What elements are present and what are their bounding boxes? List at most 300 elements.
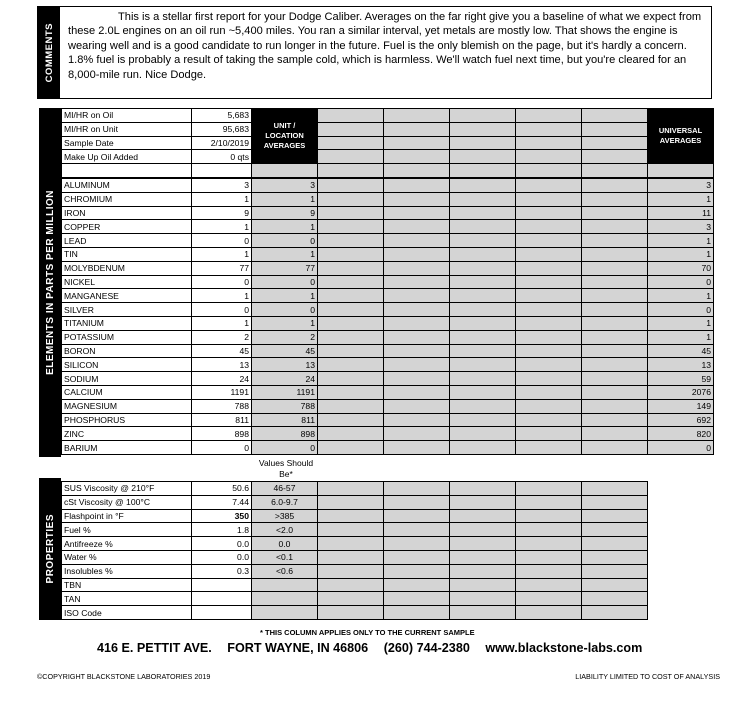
history-cell <box>582 275 648 289</box>
element-row <box>62 358 714 372</box>
element-value: 9 <box>192 206 252 220</box>
history-cell <box>516 192 582 206</box>
history-cell <box>450 592 516 606</box>
property-value: 50.6 <box>192 482 252 496</box>
address-line <box>97 641 654 655</box>
history-cell <box>516 564 582 578</box>
element-name: MANGANESE <box>62 289 192 303</box>
property-row <box>62 606 648 620</box>
element-name: CHROMIUM <box>62 192 192 206</box>
history-cell <box>384 413 450 427</box>
history-cell <box>450 150 516 164</box>
history-cell <box>318 136 384 150</box>
element-name: MAGNESIUM <box>62 399 192 413</box>
element-unit-average: 0 <box>252 441 318 455</box>
element-name: COPPER <box>62 220 192 234</box>
property-name: TBN <box>62 578 192 592</box>
element-value: 1191 <box>192 385 252 399</box>
history-cell <box>516 220 582 234</box>
history-cell <box>318 234 384 248</box>
element-row <box>62 247 714 261</box>
history-cell <box>582 413 648 427</box>
history-cell <box>384 330 450 344</box>
property-name: SUS Viscosity @ 210°F <box>62 482 192 496</box>
history-cell <box>318 578 384 592</box>
history-cell <box>384 358 450 372</box>
history-cell <box>318 316 384 330</box>
property-value: 1.8 <box>192 523 252 537</box>
history-cell <box>384 578 450 592</box>
history-cell <box>318 289 384 303</box>
blank-cell <box>192 164 252 178</box>
element-row <box>62 330 714 344</box>
history-cell <box>516 344 582 358</box>
history-cell <box>516 509 582 523</box>
element-value: 1 <box>192 220 252 234</box>
history-cell <box>450 179 516 193</box>
history-cell <box>516 247 582 261</box>
element-name: IRON <box>62 206 192 220</box>
history-cell <box>582 399 648 413</box>
element-universal-average: 1 <box>648 316 714 330</box>
element-row <box>62 261 714 275</box>
sample-info-row <box>62 109 714 123</box>
element-universal-average: 13 <box>648 358 714 372</box>
history-cell <box>516 206 582 220</box>
history-cell <box>384 316 450 330</box>
property-value: 7.44 <box>192 495 252 509</box>
element-value: 1 <box>192 192 252 206</box>
property-value: 0.0 <box>192 537 252 551</box>
history-cell <box>450 537 516 551</box>
history-cell <box>318 427 384 441</box>
city-state-zip: FORT WAYNE, IN 46806 <box>227 641 369 655</box>
history-cell <box>384 289 450 303</box>
liability-notice: LIABILITY LIMITED TO COST OF ANALYSIS <box>575 672 720 681</box>
history-cell <box>582 372 648 386</box>
history-cell <box>450 564 516 578</box>
history-cell <box>516 136 582 150</box>
history-cell <box>450 441 516 455</box>
element-name: BARIUM <box>62 441 192 455</box>
element-universal-average: 45 <box>648 344 714 358</box>
history-cell <box>384 427 450 441</box>
property-should-be: 6.0-9.7 <box>252 495 318 509</box>
element-universal-average: 1 <box>648 247 714 261</box>
history-cell <box>516 164 582 178</box>
history-cell <box>450 578 516 592</box>
unit-location-header: UNIT / LOCATION AVERAGES <box>252 109 318 164</box>
history-cell <box>516 523 582 537</box>
history-cell <box>450 234 516 248</box>
element-row <box>62 427 714 441</box>
element-universal-average: 1 <box>648 289 714 303</box>
history-cell <box>450 220 516 234</box>
element-name: BORON <box>62 344 192 358</box>
history-cell <box>384 192 450 206</box>
properties-label: PROPERTIES <box>44 514 56 584</box>
elements-table <box>61 178 714 455</box>
history-cell <box>384 509 450 523</box>
blank-cell <box>252 164 318 178</box>
history-cell <box>450 427 516 441</box>
element-value: 0 <box>192 303 252 317</box>
element-value: 24 <box>192 372 252 386</box>
property-row <box>62 578 648 592</box>
element-name: PHOSPHORUS <box>62 413 192 427</box>
property-value: 0.0 <box>192 550 252 564</box>
history-cell <box>318 164 384 178</box>
element-value: 45 <box>192 344 252 358</box>
history-cell <box>318 413 384 427</box>
property-value <box>192 578 252 592</box>
property-should-be: 0.0 <box>252 537 318 551</box>
history-cell <box>582 564 648 578</box>
history-cell <box>582 358 648 372</box>
history-cell <box>516 109 582 123</box>
history-cell <box>384 122 450 136</box>
element-row <box>62 275 714 289</box>
comments-text: This is a stellar first report for your Dodge Caliber. Averages on the far right give you a baseline of what we expect from these 2.0L engines on an oil run ~5,400 miles. You ran a similar interval, yet metals are mostly low. That shows the engine is wearing well and is a good candidate to run longer in the future. Fuel is the only blemish on the page, but it's hardly a concern. 1.8% fuel is probably a result of taking the sample cold, which is harmless. We'll watch fuel next time, but you're cleared for an 8,000-mile run. Nice Dodge. <box>68 11 702 81</box>
element-universal-average: 820 <box>648 427 714 441</box>
history-cell <box>516 495 582 509</box>
element-row <box>62 303 714 317</box>
property-name: Fuel % <box>62 523 192 537</box>
history-cell <box>582 303 648 317</box>
element-row <box>62 289 714 303</box>
history-cell <box>582 289 648 303</box>
history-cell <box>516 234 582 248</box>
property-row <box>62 550 648 564</box>
property-should-be: >385 <box>252 509 318 523</box>
properties-label-bar <box>39 478 61 620</box>
history-cell <box>450 550 516 564</box>
element-name: ZINC <box>62 427 192 441</box>
history-cell <box>582 330 648 344</box>
history-cell <box>384 482 450 496</box>
footnote: * THIS COLUMN APPLIES ONLY TO THE CURRENT SAMPLE <box>260 628 475 637</box>
history-cell <box>318 523 384 537</box>
sample-info-label: MI/HR on Oil <box>62 109 192 123</box>
history-cell <box>384 109 450 123</box>
history-cell <box>582 136 648 150</box>
element-name: POTASSIUM <box>62 330 192 344</box>
history-cell <box>384 399 450 413</box>
element-unit-average: 811 <box>252 413 318 427</box>
element-value: 2 <box>192 330 252 344</box>
history-cell <box>384 495 450 509</box>
property-should-be: <0.6 <box>252 564 318 578</box>
history-cell <box>582 234 648 248</box>
history-cell <box>450 606 516 620</box>
history-cell <box>318 509 384 523</box>
history-cell <box>318 179 384 193</box>
history-cell <box>384 261 450 275</box>
element-universal-average: 0 <box>648 303 714 317</box>
history-cell <box>516 399 582 413</box>
history-cell <box>516 122 582 136</box>
history-cell <box>450 109 516 123</box>
property-name: cSt Viscosity @ 100°C <box>62 495 192 509</box>
element-value: 0 <box>192 441 252 455</box>
history-cell <box>384 179 450 193</box>
history-cell <box>516 358 582 372</box>
element-row <box>62 234 714 248</box>
history-cell <box>318 606 384 620</box>
history-cell <box>450 192 516 206</box>
property-row <box>62 482 648 496</box>
element-value: 3 <box>192 179 252 193</box>
history-cell <box>582 206 648 220</box>
history-cell <box>582 495 648 509</box>
property-should-be: <0.1 <box>252 550 318 564</box>
history-cell <box>318 109 384 123</box>
property-row <box>62 537 648 551</box>
element-universal-average: 3 <box>648 220 714 234</box>
history-cell <box>582 261 648 275</box>
history-cell <box>582 344 648 358</box>
universal-header: UNIVERSAL AVERAGES <box>648 109 714 164</box>
property-row <box>62 592 648 606</box>
property-should-be <box>252 606 318 620</box>
element-unit-average: 898 <box>252 427 318 441</box>
history-cell <box>516 289 582 303</box>
history-cell <box>384 592 450 606</box>
history-cell <box>582 122 648 136</box>
history-cell <box>516 592 582 606</box>
history-cell <box>516 372 582 386</box>
sample-info-value: 0 qts <box>192 150 252 164</box>
history-cell <box>582 537 648 551</box>
element-universal-average: 11 <box>648 206 714 220</box>
property-row <box>62 509 648 523</box>
history-cell <box>384 441 450 455</box>
element-unit-average: 24 <box>252 372 318 386</box>
history-cell <box>450 164 516 178</box>
elements-label-bar <box>39 108 61 457</box>
element-universal-average: 70 <box>648 261 714 275</box>
element-universal-average: 1 <box>648 330 714 344</box>
element-name: SODIUM <box>62 372 192 386</box>
property-name: Flashpoint in °F <box>62 509 192 523</box>
history-cell <box>318 303 384 317</box>
history-cell <box>318 261 384 275</box>
history-cell <box>450 509 516 523</box>
element-unit-average: 0 <box>252 234 318 248</box>
values-should-be-header: Values Should Be* <box>258 458 314 479</box>
history-cell <box>516 441 582 455</box>
history-cell <box>582 578 648 592</box>
history-cell <box>384 275 450 289</box>
sample-info-row <box>62 150 714 164</box>
history-cell <box>516 482 582 496</box>
element-universal-average: 2076 <box>648 385 714 399</box>
history-cell <box>384 606 450 620</box>
element-universal-average: 3 <box>648 179 714 193</box>
history-cell <box>516 578 582 592</box>
street-address: 416 E. PETTIT AVE. <box>97 641 212 655</box>
element-universal-average: 0 <box>648 275 714 289</box>
property-value: 0.3 <box>192 564 252 578</box>
sample-info-row <box>62 122 714 136</box>
history-cell <box>450 413 516 427</box>
history-cell <box>582 509 648 523</box>
history-cell <box>582 592 648 606</box>
element-value: 0 <box>192 234 252 248</box>
history-cell <box>516 427 582 441</box>
element-unit-average: 45 <box>252 344 318 358</box>
element-unit-average: 13 <box>252 358 318 372</box>
history-cell <box>318 122 384 136</box>
element-value: 1 <box>192 247 252 261</box>
sample-info-value: 2/10/2019 <box>192 136 252 150</box>
element-row <box>62 206 714 220</box>
history-cell <box>582 606 648 620</box>
element-unit-average: 1 <box>252 316 318 330</box>
history-cell <box>450 261 516 275</box>
history-cell <box>318 495 384 509</box>
element-value: 898 <box>192 427 252 441</box>
history-cell <box>450 289 516 303</box>
element-unit-average: 0 <box>252 303 318 317</box>
element-unit-average: 77 <box>252 261 318 275</box>
history-cell <box>516 606 582 620</box>
history-cell <box>384 303 450 317</box>
history-cell <box>582 316 648 330</box>
history-cell <box>450 136 516 150</box>
history-cell <box>318 550 384 564</box>
property-row <box>62 495 648 509</box>
element-name: SILICON <box>62 358 192 372</box>
element-row <box>62 220 714 234</box>
history-cell <box>582 247 648 261</box>
history-cell <box>516 275 582 289</box>
element-value: 77 <box>192 261 252 275</box>
history-cell <box>450 303 516 317</box>
history-cell <box>384 150 450 164</box>
history-cell <box>450 385 516 399</box>
history-cell <box>516 330 582 344</box>
property-value: 350 <box>192 509 252 523</box>
history-cell <box>384 550 450 564</box>
history-cell <box>582 482 648 496</box>
sample-info-table <box>61 108 714 178</box>
element-universal-average: 0 <box>648 441 714 455</box>
history-cell <box>516 179 582 193</box>
phone-number: (260) 744-2380 <box>383 641 470 655</box>
history-cell <box>450 482 516 496</box>
property-should-be <box>252 592 318 606</box>
history-cell <box>582 192 648 206</box>
element-unit-average: 1 <box>252 289 318 303</box>
history-cell <box>450 275 516 289</box>
history-cell <box>450 330 516 344</box>
website-link[interactable]: www.blackstone-labs.com <box>485 641 643 655</box>
property-name: Water % <box>62 550 192 564</box>
history-cell <box>582 427 648 441</box>
history-cell <box>318 441 384 455</box>
element-row <box>62 413 714 427</box>
property-name: Insolubles % <box>62 564 192 578</box>
element-unit-average: 2 <box>252 330 318 344</box>
history-cell <box>582 179 648 193</box>
history-cell <box>516 303 582 317</box>
element-universal-average: 59 <box>648 372 714 386</box>
property-name: Antifreeze % <box>62 537 192 551</box>
history-cell <box>318 592 384 606</box>
history-cell <box>318 247 384 261</box>
element-universal-average: 1 <box>648 192 714 206</box>
history-cell <box>318 564 384 578</box>
history-cell <box>318 150 384 164</box>
comments-label: COMMENTS <box>43 22 55 83</box>
element-value: 13 <box>192 358 252 372</box>
history-cell <box>384 164 450 178</box>
history-cell <box>582 150 648 164</box>
history-cell <box>384 136 450 150</box>
history-cell <box>384 234 450 248</box>
comments-label-bar <box>38 7 60 98</box>
element-row <box>62 316 714 330</box>
element-row <box>62 179 714 193</box>
history-cell <box>318 220 384 234</box>
history-cell <box>450 206 516 220</box>
history-cell <box>516 413 582 427</box>
history-cell <box>318 482 384 496</box>
elements-label: ELEMENTS IN PARTS PER MILLION <box>44 190 56 375</box>
element-row <box>62 192 714 206</box>
element-name: TITANIUM <box>62 316 192 330</box>
element-unit-average: 1191 <box>252 385 318 399</box>
history-cell <box>450 399 516 413</box>
element-unit-average: 9 <box>252 206 318 220</box>
property-row <box>62 564 648 578</box>
element-name: CALCIUM <box>62 385 192 399</box>
element-universal-average: 149 <box>648 399 714 413</box>
history-cell <box>582 550 648 564</box>
history-cell <box>384 523 450 537</box>
element-unit-average: 788 <box>252 399 318 413</box>
sample-info-value: 5,683 <box>192 109 252 123</box>
history-cell <box>516 385 582 399</box>
history-cell <box>318 372 384 386</box>
history-cell <box>318 275 384 289</box>
element-row <box>62 372 714 386</box>
history-cell <box>384 564 450 578</box>
history-cell <box>318 385 384 399</box>
history-cell <box>384 537 450 551</box>
history-cell <box>318 192 384 206</box>
element-universal-average: 692 <box>648 413 714 427</box>
comments-box <box>37 6 712 99</box>
element-name: NICKEL <box>62 275 192 289</box>
history-cell <box>450 372 516 386</box>
element-value: 0 <box>192 275 252 289</box>
sample-info-spacer-row <box>62 164 714 178</box>
history-cell <box>450 122 516 136</box>
history-cell <box>318 330 384 344</box>
history-cell <box>582 109 648 123</box>
element-name: LEAD <box>62 234 192 248</box>
copyright: ©COPYRIGHT BLACKSTONE LABORATORIES 2019 <box>37 672 211 681</box>
history-cell <box>516 316 582 330</box>
history-cell <box>318 399 384 413</box>
element-row <box>62 344 714 358</box>
element-row <box>62 441 714 455</box>
history-cell <box>450 495 516 509</box>
element-value: 1 <box>192 289 252 303</box>
element-name: TIN <box>62 247 192 261</box>
